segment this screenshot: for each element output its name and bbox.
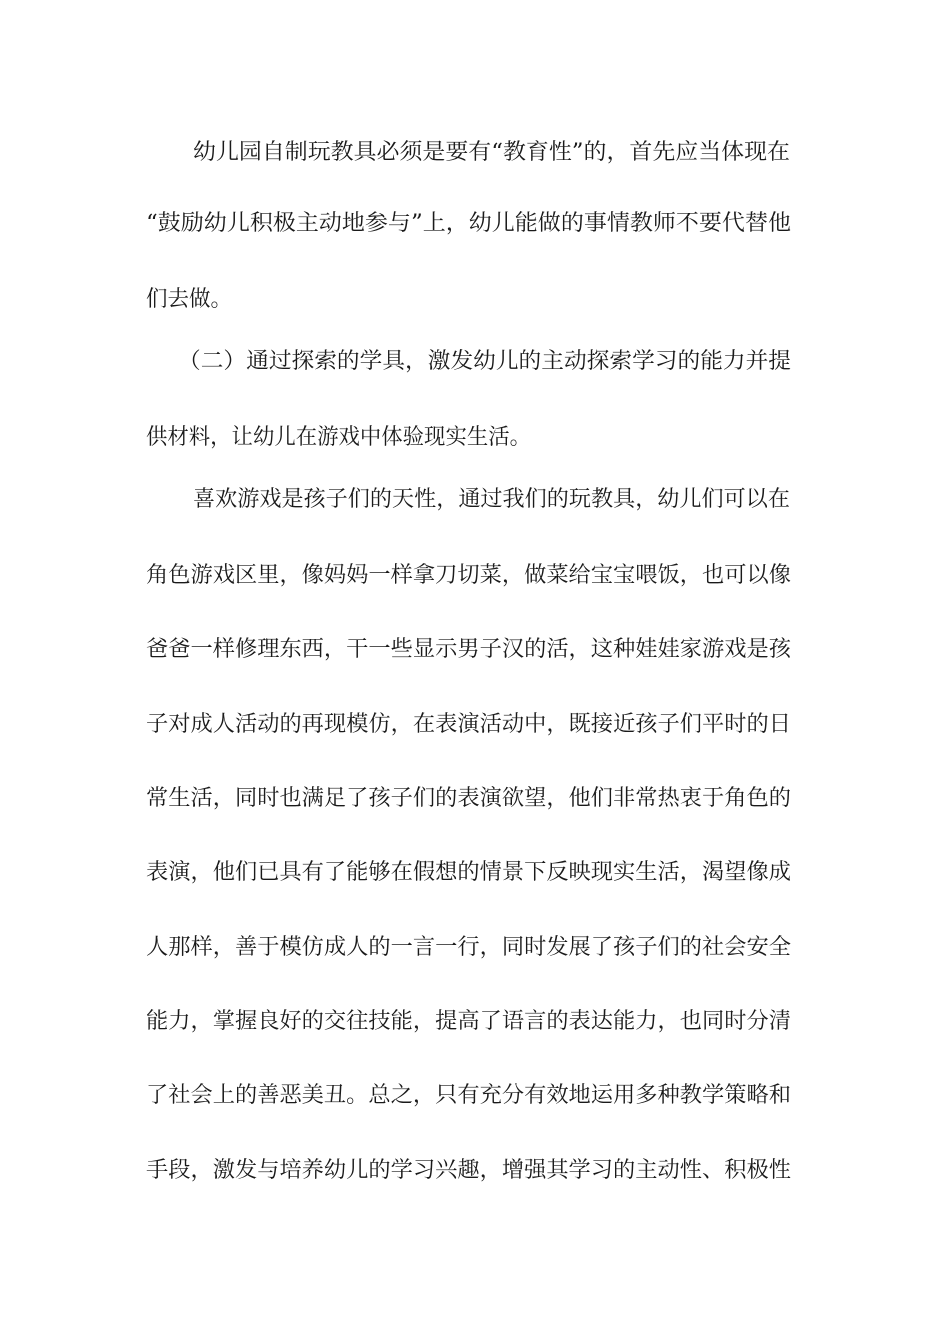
line-text: （二）通过探索的学具，激发幼儿的主动探索学习的能力并提 <box>178 349 792 374</box>
paragraph-2-line-3 <box>0 630 950 670</box>
paragraph-1-line-3 <box>0 280 950 320</box>
paragraph-2-line-7 <box>0 928 950 968</box>
paragraph-1-line-2 <box>0 204 950 244</box>
paragraph-2-line-9 <box>0 1076 950 1116</box>
line-text: 能力，掌握良好的交往技能，提高了语言的表达能力，也同时分清 <box>146 1009 791 1034</box>
line-text: 爸爸一样修理东西，干一些显示男子汉的活，这种娃娃家游戏是孩 <box>146 637 791 662</box>
line-text: “鼓励幼儿积极主动地参与”上，幼儿能做的事情教师不要代替他 <box>146 211 791 236</box>
line-text: 幼儿园自制玩教具必须是要有“教育性”的，首先应当体现在 <box>193 140 791 165</box>
line-text: 们去做。 <box>146 287 233 312</box>
line-text: 常生活，同时也满足了孩子们的表演欲望，他们非常热衷于角色的 <box>146 786 791 811</box>
line-text: 子对成人活动的再现模仿，在表演活动中，既接近孩子们平时的日 <box>146 712 791 737</box>
line-text: 人那样，善于模仿成人的一言一行，同时发展了孩子们的社会安全 <box>146 935 791 960</box>
section-heading-line-2 <box>0 418 950 458</box>
paragraph-2-line-10 <box>0 1151 950 1191</box>
line-text: 角色游戏区里，像妈妈一样拿刀切菜，做菜给宝宝喂饭，也可以像 <box>146 563 791 588</box>
line-text: 喜欢游戏是孩子们的天性，通过我们的玩教具，幼儿们可以在 <box>193 487 790 512</box>
paragraph-2-line-4 <box>0 705 950 745</box>
paragraph-2-line-5 <box>0 779 950 819</box>
paragraph-2-line-1 <box>0 480 950 520</box>
paragraph-2-line-8 <box>0 1002 950 1042</box>
section-heading-line-1 <box>0 342 950 382</box>
paragraph-1-line-1 <box>0 133 950 173</box>
line-text: 表演，他们已具有了能够在假想的情景下反映现实生活，渴望像成 <box>146 860 791 885</box>
paragraph-2-line-6 <box>0 853 950 893</box>
paragraph-2-line-2 <box>0 556 950 596</box>
line-text: 了社会上的善恶美丑。总之，只有充分有效地运用多种教学策略和 <box>146 1083 791 1108</box>
line-text: 供材料，让幼儿在游戏中体验现实生活。 <box>146 425 532 450</box>
line-text: 手段，激发与培养幼儿的学习兴趣，增强其学习的主动性、积极性 <box>146 1158 791 1183</box>
